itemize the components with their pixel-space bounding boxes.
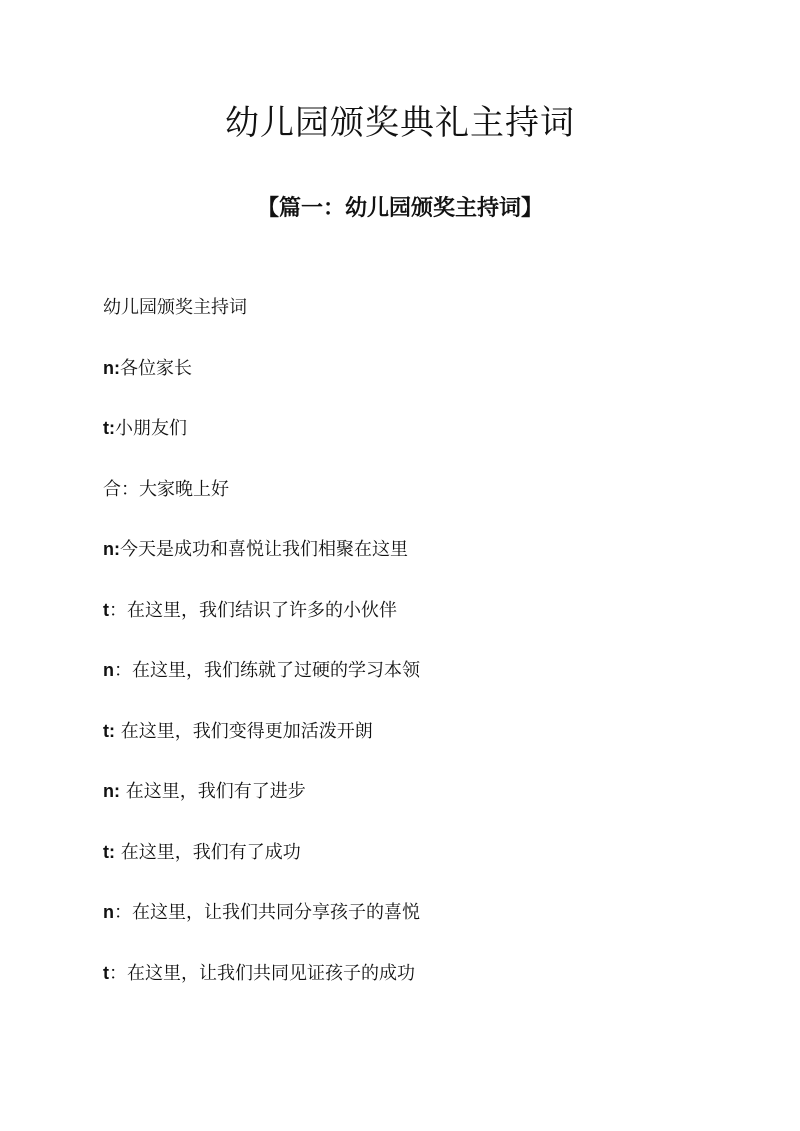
page-title: 幼儿园颁奖典礼主持词: [225, 103, 575, 143]
line-text: ：在这里，我们结识了许多的小伙伴: [109, 599, 397, 621]
line-text: 合：大家晚上好: [103, 478, 229, 500]
script-line: [103, 292, 420, 353]
line-text: 幼儿园颁奖主持词: [103, 297, 247, 318]
speaker-label: n: [103, 902, 114, 922]
script-line: [103, 958, 420, 1019]
speaker-label: n:: [103, 539, 120, 559]
line-text: 今天是成功和喜悦让我们相聚在这里: [120, 539, 408, 560]
script-line: [103, 474, 420, 535]
line-text: ：在这里，我们练就了过硬的学习本领: [114, 660, 420, 681]
speaker-label: n: [103, 660, 114, 680]
speaker-label: t:: [103, 418, 115, 438]
line-text: ：在这里，让我们共同见证孩子的成功: [109, 962, 415, 984]
script-lines: [103, 292, 420, 1018]
speaker-label: t:: [103, 841, 115, 862]
script-line: [103, 716, 420, 777]
line-text: 各位家长: [120, 357, 192, 379]
speaker-label: t: [103, 962, 109, 983]
line-text: 在这里，我们有了进步: [120, 781, 306, 802]
section-heading: 【篇一：幼儿园颁奖主持词】: [256, 196, 543, 221]
script-line: [103, 776, 420, 837]
line-text: ：在这里，让我们共同分享孩子的喜悦: [114, 902, 420, 923]
script-line: [103, 534, 420, 595]
speaker-label: t: [103, 599, 109, 620]
speaker-label: n:: [103, 781, 120, 801]
script-line: [103, 655, 420, 716]
line-text: 小朋友们: [115, 418, 187, 439]
script-line: [103, 595, 420, 656]
script-line: [103, 353, 420, 414]
script-line: [103, 897, 420, 958]
line-text: 在这里，我们有了成功: [115, 841, 301, 863]
speaker-label: t:: [103, 720, 115, 741]
script-line: [103, 413, 420, 474]
speaker-label: n:: [103, 357, 120, 378]
line-text: 在这里，我们变得更加活泼开朗: [115, 720, 373, 742]
script-line: [103, 837, 420, 898]
